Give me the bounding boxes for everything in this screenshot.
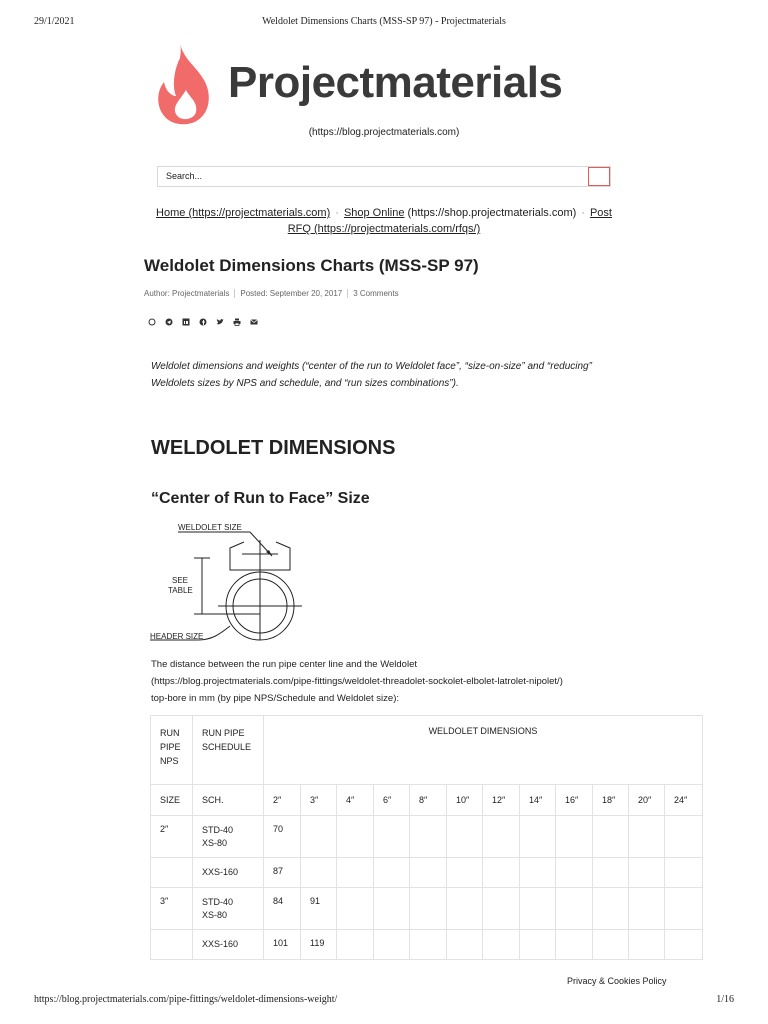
dimension-value-cell [593, 888, 629, 930]
table-row [151, 858, 703, 888]
table-row [151, 888, 703, 930]
dimension-value-cell [629, 816, 665, 858]
print-date: 29/1/2021 [34, 16, 75, 27]
subheader-cell: SCH. [193, 785, 264, 816]
nav-rfq-link[interactable]: RFQ (https://projectmaterials.com/rfqs/) [287, 223, 481, 235]
facebook-icon[interactable] [199, 313, 207, 321]
header-run-pipe-nps: RUN PIPE NPS [151, 716, 193, 785]
dimension-value-cell [665, 888, 703, 930]
subheader-cell: 4″ [337, 785, 374, 816]
dimension-value-cell [410, 816, 447, 858]
dimension-value-cell [556, 816, 593, 858]
dimension-value-cell [337, 858, 374, 888]
dimension-value-cell: 119 [301, 930, 337, 960]
subheader-cell: 12″ [483, 785, 520, 816]
subheader-cell: 16″ [556, 785, 593, 816]
search-box [157, 166, 611, 187]
dimension-value-cell [410, 888, 447, 930]
dimension-value-cell [337, 816, 374, 858]
post-comments-link[interactable]: 3 Comments [347, 289, 403, 298]
table-row [151, 930, 703, 960]
table-row [151, 816, 703, 858]
dimension-value-cell: 91 [301, 888, 337, 930]
dimension-value-cell [374, 888, 410, 930]
desc-line: The distance between the run pipe center line and the Weldolet [151, 659, 417, 670]
table-body [151, 816, 703, 960]
sub-heading: “Center of Run to Face” Size [151, 490, 370, 507]
row-schedule-cell: XXS-160 [193, 930, 264, 960]
dimension-value-cell [520, 858, 556, 888]
dimension-value-cell [301, 816, 337, 858]
flame-icon [154, 40, 216, 126]
subheader-cell: 20″ [629, 785, 665, 816]
row-size-cell [151, 930, 193, 960]
dimension-value-cell [629, 930, 665, 960]
dimension-value-cell [556, 930, 593, 960]
table-subheader-row [151, 785, 703, 816]
dimension-value-cell [629, 858, 665, 888]
diagram-label-weldolet-size: WELDOLET SIZE [178, 523, 242, 532]
post-meta [144, 289, 404, 298]
subheader-cell: 14″ [520, 785, 556, 816]
diagram-label-see: SEE [172, 576, 189, 585]
post-date: Posted: September 20, 2017 [234, 289, 347, 298]
intro-paragraph [151, 358, 621, 392]
dimension-value-cell [447, 888, 483, 930]
dimension-value-cell [593, 816, 629, 858]
desc-link[interactable]: (https://blog.projectmaterials.com/pipe-fittings/weldolet-threadolet-sockolet-elbolet-latrolet-nipolet/) [151, 676, 563, 687]
dimension-value-cell: 87 [264, 858, 301, 888]
dimension-value-cell [520, 816, 556, 858]
subheader-cell: 24″ [665, 785, 703, 816]
dimension-value-cell [483, 816, 520, 858]
dimension-value-cell [483, 930, 520, 960]
dimension-value-cell [520, 930, 556, 960]
print-url: https://blog.projectmaterials.com/pipe-fittings/weldolet-dimensions-weight/ [34, 994, 338, 1005]
intro-line: Weldolets sizes by NPS and schedule, and “run sizes combinations”). [151, 378, 459, 389]
print-page-number: 1/16 [716, 994, 734, 1005]
dimension-value-cell [410, 930, 447, 960]
subheader-cell: 8″ [410, 785, 447, 816]
diagram-label-header-size: HEADER SIZE [150, 632, 204, 641]
dimension-value-cell [556, 888, 593, 930]
logo-link-text[interactable]: (https://blog.projectmaterials.com) [308, 127, 460, 138]
nav-shop-url: (https://shop.projectmaterials.com) [407, 207, 577, 219]
print-page-title: Weldolet Dimensions Charts (MSS-SP 97) - Projectmaterials [262, 16, 506, 27]
brand-wordmark: Projectmaterials [228, 58, 563, 107]
dimension-value-cell: 101 [264, 930, 301, 960]
nav-shop-label: Shop Online [343, 207, 405, 219]
dimension-value-cell [447, 816, 483, 858]
nav-separator: · [335, 207, 339, 219]
page-title: Weldolet Dimensions Charts (MSS-SP 97) [144, 256, 479, 275]
section-heading: WELDOLET DIMENSIONS [151, 437, 396, 459]
header-weldolet-dimensions: WELDOLET DIMENSIONS [264, 716, 703, 785]
dimension-value-cell [374, 930, 410, 960]
subheader-cell: 2″ [264, 785, 301, 816]
dimension-value-cell [374, 858, 410, 888]
dimension-value-cell [337, 888, 374, 930]
table-header-row [151, 716, 703, 785]
subheader-cell: SIZE [151, 785, 193, 816]
linkedin-icon[interactable] [182, 313, 190, 321]
row-schedule-cell: STD-40 XS-80 [193, 816, 264, 858]
nav-home-url: (https://projectmaterials.com) [188, 207, 331, 219]
row-size-cell: 2″ [151, 816, 193, 858]
dimension-value-cell [410, 858, 447, 888]
row-schedule-cell: XXS-160 [193, 858, 264, 888]
search-input[interactable] [166, 171, 586, 181]
row-size-cell [151, 858, 193, 888]
print-icon[interactable] [233, 313, 241, 321]
dimension-value-cell [556, 858, 593, 888]
header-run-pipe-schedule: RUN PIPE SCHEDULE [193, 716, 264, 785]
subheader-cell: 18″ [593, 785, 629, 816]
dimension-value-cell [374, 816, 410, 858]
weldolet-diagram [150, 518, 310, 648]
subheader-cell: 6″ [374, 785, 410, 816]
row-schedule-cell: STD-40 XS-80 [193, 888, 264, 930]
whatsapp-icon[interactable] [148, 313, 156, 321]
desc-line: top-bore in mm (by pipe NPS/Schedule and Weldolet size): [151, 693, 400, 704]
intro-line: Weldolet dimensions and weights (“center of the run to Weldolet face”, “size-on-size” and “reducing” [151, 361, 592, 372]
description-paragraph [151, 656, 631, 707]
row-size-cell: 3″ [151, 888, 193, 930]
breadcrumb-nav [140, 205, 628, 237]
post-author: Author: Projectmaterials [144, 289, 230, 298]
email-icon[interactable] [250, 313, 258, 321]
subheader-cell: 3″ [301, 785, 337, 816]
nav-post-link[interactable]: Post [589, 207, 612, 219]
nav-separator: · [581, 207, 585, 219]
dimension-value-cell [447, 858, 483, 888]
dimension-value-cell [301, 858, 337, 888]
dimension-value-cell [593, 930, 629, 960]
nav-home-label: Home [156, 207, 186, 219]
weldolet-dimensions-table [150, 715, 703, 960]
dimension-value-cell [520, 888, 556, 930]
search-button[interactable] [588, 167, 610, 186]
site-logo[interactable] [154, 40, 614, 130]
dimension-value-cell [483, 858, 520, 888]
dimension-value-cell [629, 888, 665, 930]
dimension-value-cell [665, 858, 703, 888]
dimension-value-cell [337, 930, 374, 960]
dimension-value-cell: 70 [264, 816, 301, 858]
diagram-label-table: TABLE [168, 586, 193, 595]
nav-shop-link[interactable] [344, 207, 576, 219]
dimension-value-cell [665, 816, 703, 858]
dimension-value-cell [665, 930, 703, 960]
telegram-icon[interactable] [165, 313, 173, 321]
dimension-value-cell: 84 [264, 888, 301, 930]
dimension-value-cell [483, 888, 520, 930]
nav-home-link[interactable] [156, 207, 330, 219]
subheader-cell: 10″ [447, 785, 483, 816]
privacy-policy-link[interactable]: Privacy & Cookies Policy [567, 976, 667, 986]
share-bar [148, 313, 258, 321]
dimension-value-cell [593, 858, 629, 888]
dimension-value-cell [447, 930, 483, 960]
twitter-icon[interactable] [216, 313, 224, 321]
